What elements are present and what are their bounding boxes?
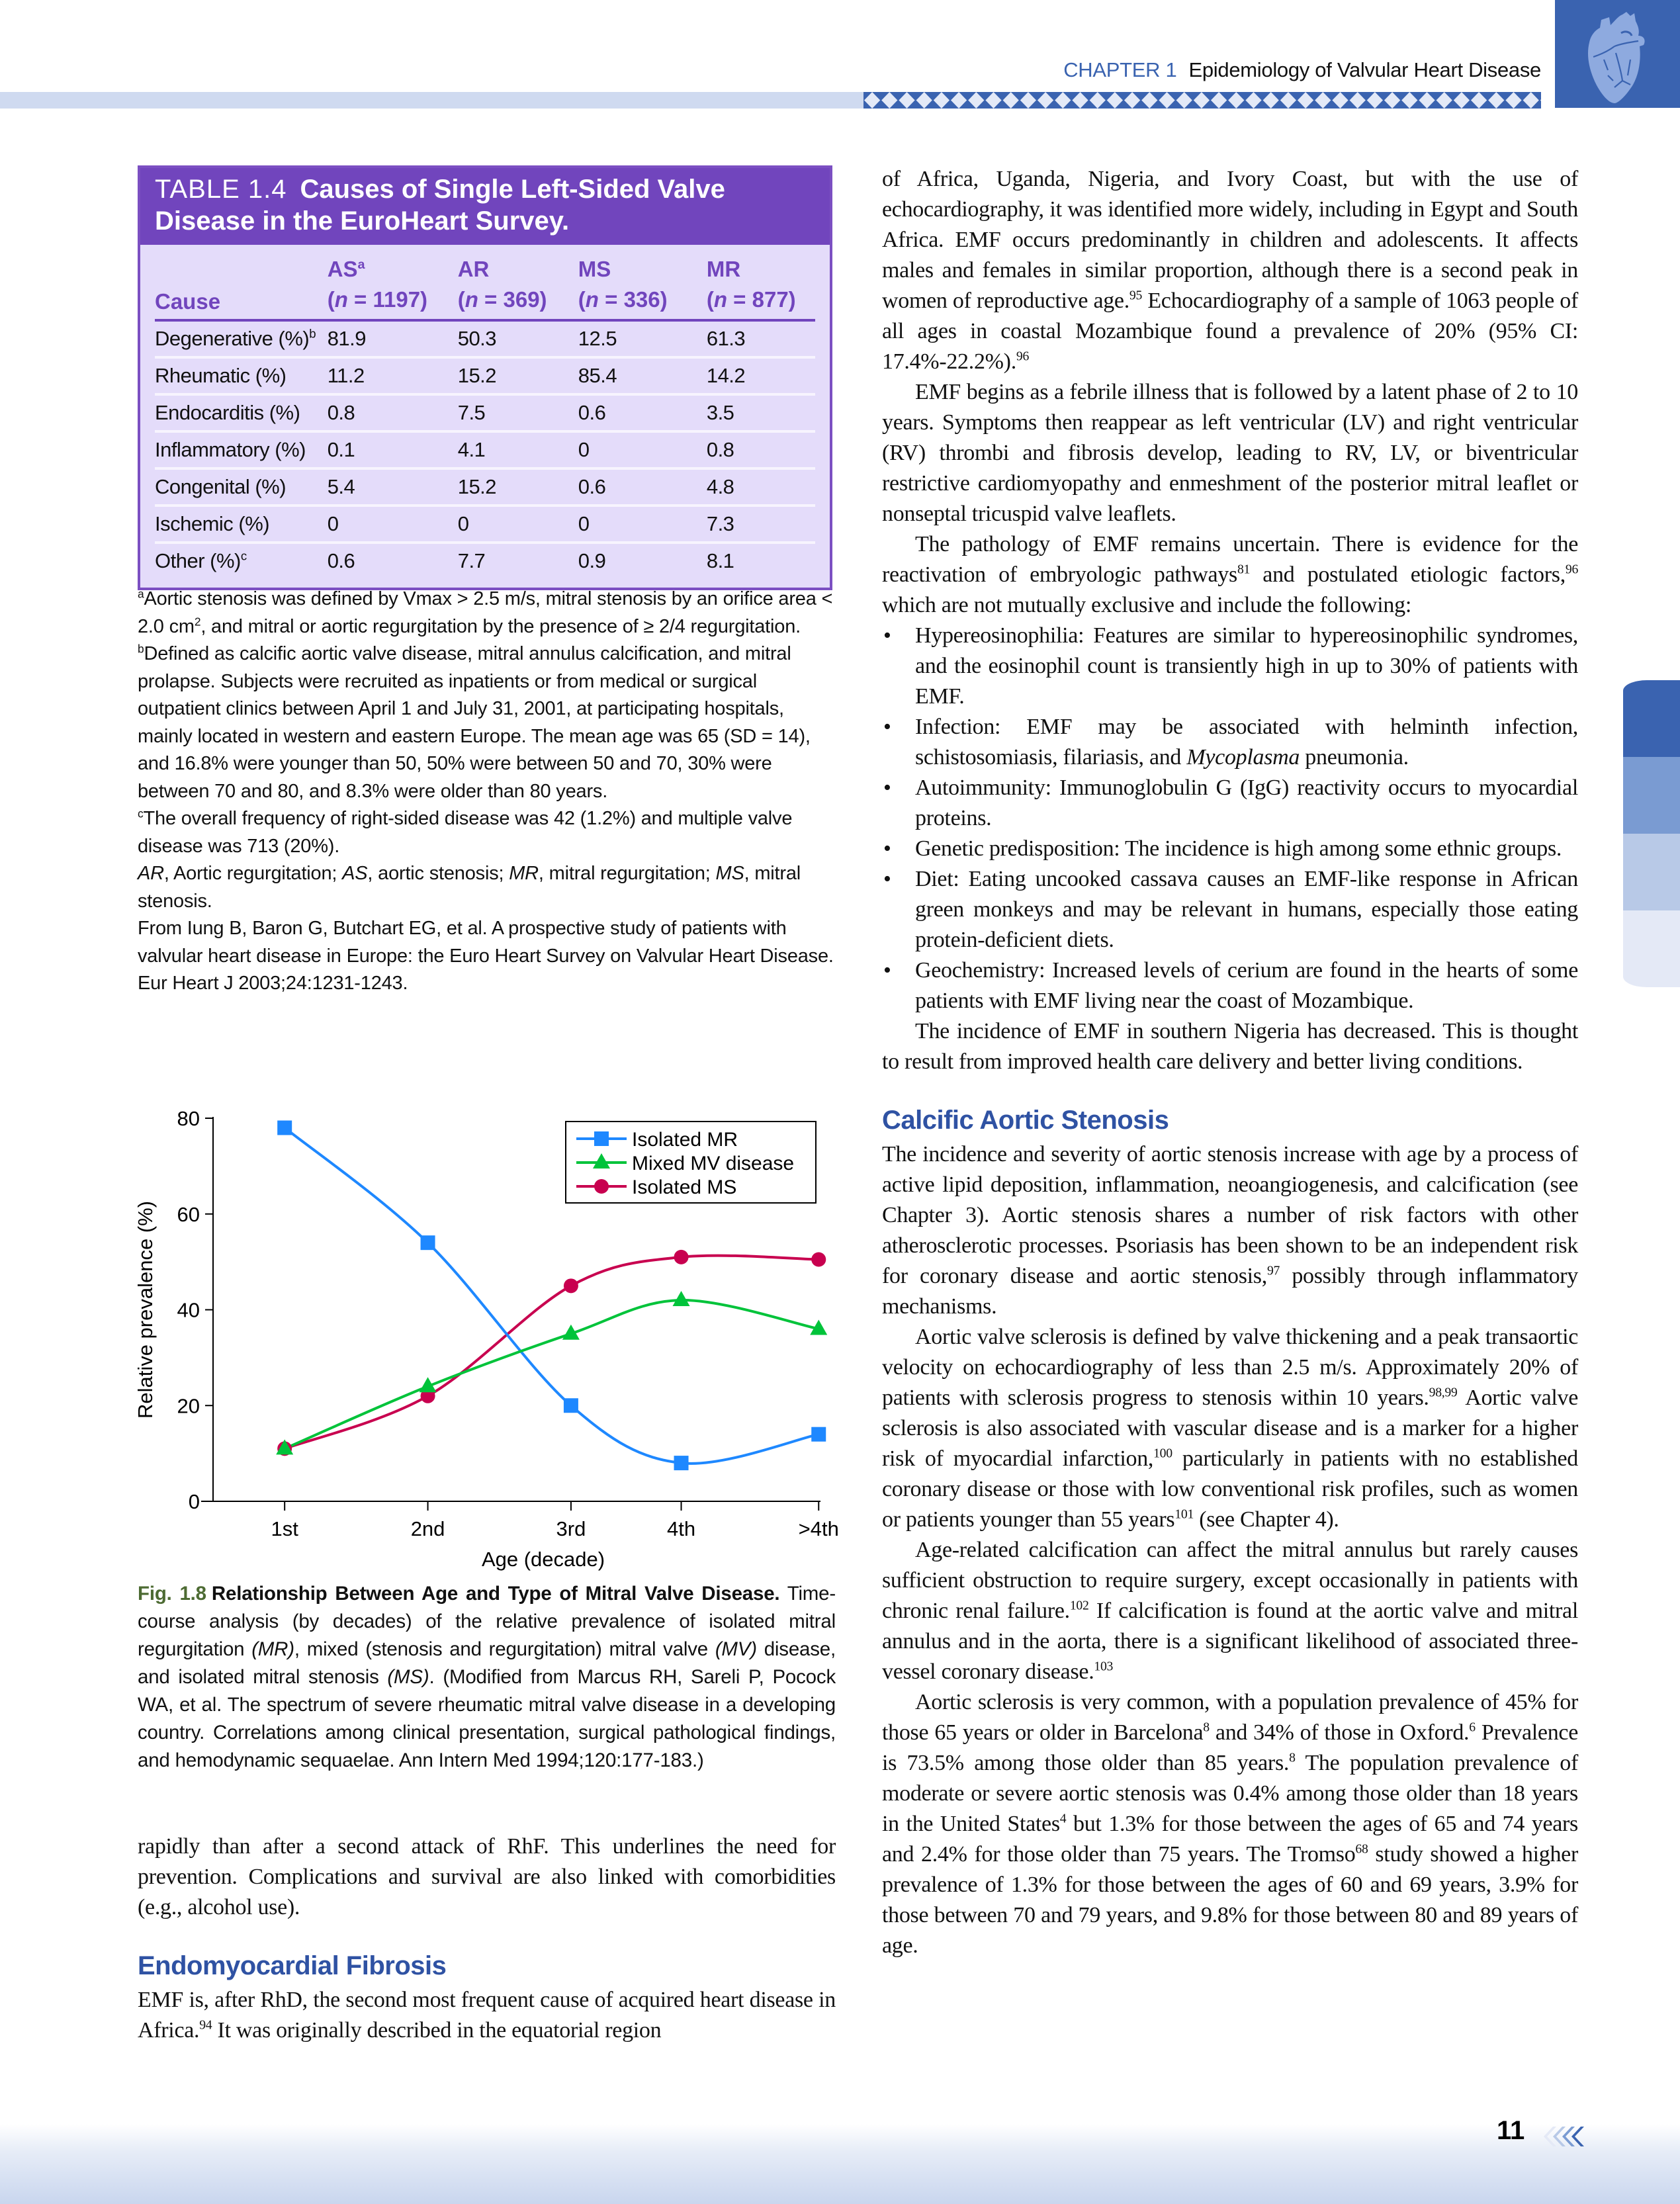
legend-label: Mixed MV disease <box>632 1153 795 1174</box>
list-item: • Infection: EMF may be associated with helminth infection, schistosomiasis, filariasis, and Mycoplasma pneumonia. <box>883 715 1578 770</box>
data-point-isolated-mr <box>277 1120 292 1135</box>
legend-label: Isolated MS <box>632 1176 737 1198</box>
cell-value: 0 <box>578 512 590 535</box>
data-point-isolated-mr <box>674 1456 689 1470</box>
paragraph: The pathology of EMF remains uncertain. There is evidence for the reactivation of embryologic pathways$^{81}$ and postulated etiologic factors,$^{96}$ which are not mutually exclusive and include the following: <box>882 532 1579 617</box>
footnote-source: From Iung B, Baron G, Butchart EG, et al. A prospective study of patients with valvular heart disease in Europe: the Euro Heart Survey on Valvular Heart Disease. Eur Heart J 2003;24:1231-1243. <box>138 918 834 994</box>
data-point-isolated-ms <box>811 1253 826 1267</box>
table-footnotes <box>138 586 839 998</box>
cell-value: 7.7 <box>457 549 486 572</box>
table-row <box>155 322 815 359</box>
line-chart <box>126 1098 847 1575</box>
column-header-mr: MR (n = 877) <box>706 257 796 312</box>
series-line-mixed-mv-disease <box>285 1300 818 1448</box>
table-row <box>155 396 815 433</box>
section-heading-calcific-aortic-stenosis: Calcific Aortic Stenosis <box>882 1106 1169 1135</box>
chapter-heart-badge <box>1555 0 1680 108</box>
footnote-b: $^b$Defined as calcific aortic valve disease, mitral annulus calcification, and mitral prolapse. Subjects were recruited as inpatients or from medical or surgical outpatient clinics between April 1 and July 31, 2001, at participating hospitals, mainly located in western and eastern Europe. The mean age was 65 (SD = 14), and 16.8% were younger than 50, 50% were between 50 and 70, 30% were between 70 and 80, and 8.3% were older than 80 years. <box>138 642 811 802</box>
data-point-isolated-ms <box>564 1278 578 1293</box>
y-tick-label: 0 <box>188 1490 200 1513</box>
cell-cause: Other (%)$^c$ <box>155 549 247 572</box>
legend-label: Isolated MR <box>632 1129 738 1151</box>
paragraph: The incidence and severity of aortic stenosis increase with age by a process of active lipid deposition, inflammation, neoangiogenesis, and calcification (see Chapter 3). Aortic stenosis shares a number of risk factors with other atherosclerotic processes. Psoriasis has been shown to be an independent risk for coronary disease and aortic stenosis,$^{97}$ possibly through inflammatory mechanisms. <box>882 1142 1578 1319</box>
paragraph: EMF begins as a febrile illness that is followed by a latent phase of 2 to 10 years. Symptoms then reappear as left ventricular (LV) and right ventricular (RV) thrombi and fibrosis develop, leading to RV, LV, or biventricular restrictive cardiomyopathy and enmeshment of the posterior mitral leaflet or nonseptal tricuspid valve leaflets. <box>882 380 1578 526</box>
cell-value: 5.4 <box>327 475 355 498</box>
table-row <box>155 359 815 396</box>
table-row <box>155 544 815 578</box>
cell-value: 0 <box>327 512 339 535</box>
data-point-mixed-mv-disease <box>673 1291 690 1306</box>
page-number: 11 <box>1497 2116 1525 2145</box>
right-column-text <box>882 164 1578 1961</box>
paragraph: rapidly than after a second attack of RhF. This underlines the need for prevention. Complications and survival are also linked with comorbidities (e.g., alcohol use). <box>138 1834 836 1919</box>
running-header <box>1063 58 1541 82</box>
list-item: • Geochemistry: Increased levels of cerium are found in the hearts of some patients with EMF living near the coast of Mozambique. <box>883 958 1578 1013</box>
cell-value: 0.6 <box>327 549 355 572</box>
x-tick-label: >4th <box>798 1517 839 1540</box>
cell-value: 0.8 <box>327 401 355 424</box>
legend-marker <box>594 1131 609 1146</box>
paragraph: The incidence of EMF in southern Nigeria has decreased. This is thought to result from improved health care delivery and better living conditions. <box>882 1019 1578 1074</box>
table-number: TABLE 1.4 <box>155 175 287 204</box>
cell-cause: Rheumatic (%) <box>155 364 287 387</box>
chapter-title: Epidemiology of Valvular Heart Disease <box>1188 58 1541 81</box>
table-1-4 <box>138 165 832 590</box>
list-item: • Autoimmunity: Immunoglobulin G (IgG) reactivity occurs to myocardial proteins. <box>883 775 1578 830</box>
list-item: • Genetic predisposition: The incidence is high among some ethnic groups. <box>883 836 1562 861</box>
cell-value: 81.9 <box>327 327 367 350</box>
cell-value: 61.3 <box>706 327 746 350</box>
table-column-headers <box>155 254 815 322</box>
figure-title: Relationship Between Age and Type of Mitral Valve Disease. <box>211 1583 780 1605</box>
column-header-cause: Cause <box>155 289 221 314</box>
header-band <box>0 92 863 109</box>
cell-value: 14.2 <box>706 364 746 387</box>
table-row <box>155 507 815 544</box>
thumb-tab-3 <box>1623 834 1680 910</box>
table-rows <box>155 322 815 578</box>
table-header <box>140 168 830 245</box>
thumb-tab-4 <box>1623 910 1680 987</box>
y-tick-label: 80 <box>177 1107 200 1130</box>
heart-icon <box>1575 7 1661 106</box>
x-tick-label: 2nd <box>410 1517 445 1540</box>
paragraph: Aortic sclerosis is very common, with a population prevalence of 45% for those 65 years or older in Barcelona$^8$ and 34% of those in Oxford.$^6$ Prevalence is 73.5% among those older than 85 years.$^8$ The population prevalence of moderate or severe aortic stenosis was 0.4% among those older than 18 years in the United States$^4$ but 1.3% for those between the ages of 65 and 74 years and 2.4% for those older than 75 years. The Tromso$^{68}$ study showed a higher prevalence of 1.3% for those between the ages of 60 and 69 years, 3.9% for those between 70 and 79 years, and 9.8% for those between 80 and 89 years of age. <box>882 1690 1579 1958</box>
cell-value: 0 <box>578 438 590 461</box>
x-tick-label: 3rd <box>556 1517 586 1540</box>
cell-value: 85.4 <box>578 364 617 387</box>
data-point-isolated-mr <box>421 1235 435 1250</box>
cell-value: 0.1 <box>327 438 355 461</box>
footnote-abbreviations: AR, Aortic regurgitation; AS, aortic stenosis; MR, mitral regurgitation; MS, mitral stenosis. <box>138 863 801 912</box>
y-tick-label: 60 <box>177 1202 200 1226</box>
series-line-isolated-ms <box>285 1256 818 1449</box>
cell-cause: Endocarditis (%) <box>155 401 300 424</box>
column-header-ms: MS (n = 336) <box>578 257 668 312</box>
x-axis-label: Age (decade) <box>481 1548 605 1571</box>
section-heading-emf: Endomyocardial Fibrosis <box>138 1951 447 1980</box>
legend-marker <box>594 1179 609 1194</box>
column-header-as: $AS^a$ (n = 1197) <box>327 257 428 312</box>
cell-value: 3.5 <box>706 401 734 424</box>
thumb-tab-2 <box>1623 757 1680 834</box>
cell-value: 11.2 <box>327 364 365 387</box>
footnote-c: $^c$The overall frequency of right-sided disease was 42 (1.2%) and multiple valve disease was 713 (20%). <box>138 807 793 857</box>
data-point-isolated-mr <box>564 1398 578 1413</box>
section-thumb-tabs <box>1623 680 1680 987</box>
footnote-a: $^a$Aortic stenosis was defined by Vmax > 2.5 m/s, mitral stenosis by an orifice area < 2.0 $cm^2$, and mitral or aortic regurgitation by the presence of ≥ 2/4 regurgitation. <box>138 587 833 637</box>
cell-cause: Degenerative (%)$^b$ <box>155 326 316 350</box>
list-item: • Diet: Eating uncooked cassava causes an EMF-like response in African green monkeys and may be relevant in humans, especially those eating protein-deficient diets. <box>883 867 1578 952</box>
paragraph: Age-related calcification can affect the mitral annulus but rarely causes sufficient obstruction to require surgery, except occasionally in patients with chronic renal failure.$^{102}$ If calcification is found at the aortic valve and mitral annulus and in the aorta, there is a significant likelihood of associated three-vessel coronary disease.$^{103}$ <box>882 1538 1578 1684</box>
y-axis-label: Relative prevalence (%) <box>134 1200 157 1419</box>
footer-band <box>0 2124 1680 2204</box>
chapter-label: CHAPTER 1 <box>1063 58 1177 81</box>
cell-value: 0.6 <box>578 401 606 424</box>
header-diamond-pattern <box>863 92 1541 109</box>
cell-cause: Congenital (%) <box>155 475 287 498</box>
table-row <box>155 433 815 470</box>
etiologic-factors-list <box>882 621 1578 1016</box>
left-column-text <box>138 1831 836 2046</box>
chevrons-left-icon <box>1538 2125 1585 2148</box>
cell-value: 0 <box>457 512 469 535</box>
paragraph: EMF is, after RhD, the second most frequent cause of acquired heart disease in Africa.$^{94}$ It was originally described in the equatorial region <box>138 1988 836 2043</box>
figure-1-8-chart <box>126 1098 847 1575</box>
table-title: Causes of Single Left-Sided Valve Disease in the EuroHeart Survey. <box>155 175 725 236</box>
y-tick-label: 20 <box>177 1394 200 1418</box>
data-point-isolated-mr <box>811 1427 826 1442</box>
x-tick-label: 4th <box>666 1517 696 1540</box>
list-item: • Hypereosinophilia: Features are similar to hypereosinophilic syndromes, and the eosinophil count is transiently high in up to 30% of patients with EMF. <box>883 623 1578 709</box>
table-body <box>140 245 830 588</box>
cell-value: 4.8 <box>706 475 734 498</box>
cell-value: 8.1 <box>706 549 734 572</box>
paragraph: Aortic valve sclerosis is defined by valve thickening and a peak transaortic velocity on echocardiography of less than 2.5 m/s. Approximately 20% of patients with sclerosis progress to stenosis within 10 years.$^{98,99}$ Aortic valve sclerosis is also associated with vascular disease and is a marker for a higher risk of myocardial infarction,$^{100}$ particularly in patients with no established coronary disease or those with low conventional risk profiles, such as women or patients younger than 55 years$^{101}$ (see Chapter 4). <box>882 1325 1579 1532</box>
cell-value: 7.3 <box>706 512 734 535</box>
cell-value: 15.2 <box>457 364 497 387</box>
cell-cause: Inflammatory (%) <box>155 438 306 461</box>
cell-value: 4.1 <box>457 438 486 461</box>
x-tick-label: 1st <box>271 1517 298 1540</box>
figure-number: Fig. 1.8 <box>138 1583 206 1605</box>
cell-value: 0.9 <box>578 549 606 572</box>
y-tick-label: 40 <box>177 1298 200 1322</box>
figure-caption: Fig. 1.8 Relationship Between Age and Type of Mitral Valve Disease. Time-course analysis (by decades) of the relative prevalence of isolated mitral regurgitation (MR), mixed (stenosis and regurgitation) mitral valve (MV) disease, and isolated mitral stenosis (MS). (Modified from Marcus RH, Sareli P, Pocock WA, et al. The spectrum of severe rheumatic mitral valve disease in a developing country. Correlations among clinical presentation, surgical pathological findings, and hemodynamic sequaelae. Ann Intern Med 1994;120:177-183.) <box>138 1583 836 1771</box>
cell-cause: Ischemic (%) <box>155 512 270 535</box>
cell-value: 7.5 <box>457 401 486 424</box>
column-header-ar: AR (n = 369) <box>457 257 547 312</box>
cell-value: 50.3 <box>457 327 497 350</box>
thumb-tab-1 <box>1623 680 1680 757</box>
cell-value: 12.5 <box>578 327 617 350</box>
paragraph: of Africa, Uganda, Nigeria, and Ivory Coast, but with the use of echocardiography, it was identified more widely, including in Egypt and South Africa. EMF occurs predominantly in children and adolescents. It affects males and females in similar proportion, although there is a second peak in women of reproductive age.$^{95}$ Echocardiography of a sample of 1063 people of all ages in coastal Mozambique found a prevalence of 20% (95% CI: 17.4%-22.2%).$^{96}$ <box>882 167 1578 374</box>
cell-value: 0.8 <box>706 438 734 461</box>
data-point-isolated-ms <box>674 1250 689 1264</box>
cell-value: 0.6 <box>578 475 606 498</box>
cell-value: 15.2 <box>457 475 497 498</box>
diamond-pattern-icon <box>863 92 1541 109</box>
table-row <box>155 470 815 507</box>
